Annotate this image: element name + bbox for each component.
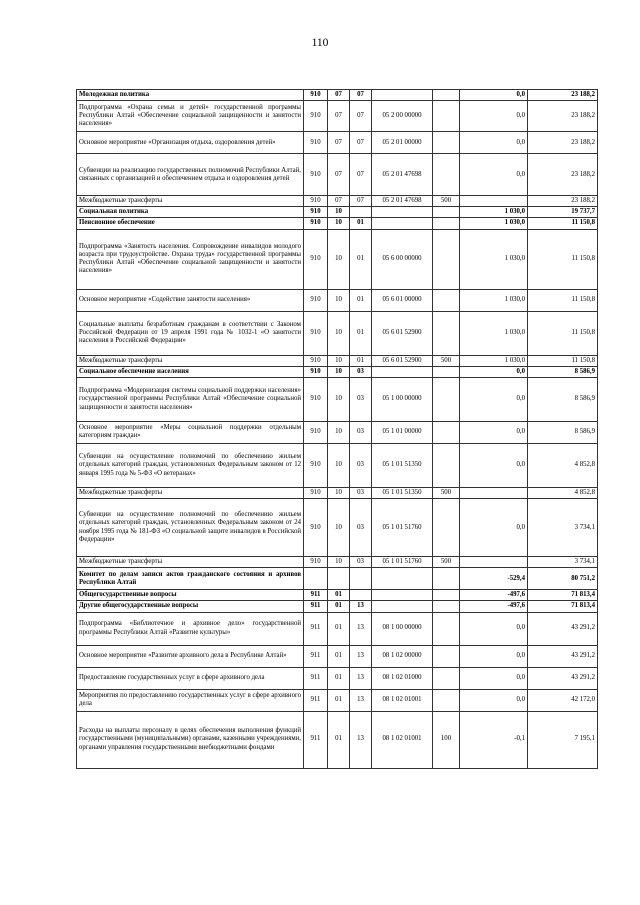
cell-expense-type: 500 — [433, 487, 460, 498]
cell-amount-total: 42 172,0 — [528, 689, 598, 711]
cell-amount-change: 0,0 — [460, 101, 528, 132]
cell-expense-type: 500 — [433, 355, 460, 366]
cell-section-code: 07 — [328, 90, 350, 101]
cell-amount-total: 3 734,1 — [528, 557, 598, 568]
cell-target-article: 05 6 00 00000 — [372, 229, 433, 289]
cell-section-code: 07 — [328, 196, 350, 207]
cell-subsection-code: 03 — [350, 557, 372, 568]
cell-target-article: 05 1 01 51760 — [372, 499, 433, 557]
cell-subsection-code: 03 — [350, 421, 372, 443]
cell-expense-type — [433, 207, 460, 218]
cell-amount-change: -497,6 — [460, 590, 528, 601]
cell-name: Межбюджетные трансферты — [77, 557, 304, 568]
table-row — [77, 154, 598, 196]
cell-section-code: 01 — [328, 601, 350, 612]
cell-ministry-code: 910 — [304, 311, 328, 355]
cell-ministry-code: 910 — [304, 377, 328, 421]
table-row — [77, 311, 598, 355]
cell-target-article: 08 1 02 01001 — [372, 689, 433, 711]
cell-target-article: 05 2 01 47698 — [372, 154, 433, 196]
cell-subsection-code: 03 — [350, 499, 372, 557]
cell-section-code: 01 — [328, 590, 350, 601]
cell-expense-type — [433, 289, 460, 311]
cell-name: Социальные выплаты безработным гражданам в соответствии с Законом Российской Федерации от 19 апреля 1991 года № 1032-1 «О занятости населения в Российской Федерации» — [77, 311, 304, 355]
cell-ministry-code: 910 — [304, 196, 328, 207]
cell-subsection-code: 07 — [350, 101, 372, 132]
cell-amount-change: 0,0 — [460, 443, 528, 487]
cell-amount-total: 23 188,2 — [528, 154, 598, 196]
cell-amount-change: 1 030,0 — [460, 207, 528, 218]
cell-ministry-code: 911 — [304, 601, 328, 612]
cell-target-article — [372, 207, 433, 218]
cell-name: Общегосударственные вопросы — [77, 590, 304, 601]
cell-name: Подпрограмма «Модернизация системы социальной поддержки населения» государственной программы Республики Алтай «Обеспечение социальной защищенности и занятости населения» — [77, 377, 304, 421]
cell-section-code: 10 — [328, 289, 350, 311]
cell-expense-type: 100 — [433, 711, 460, 768]
cell-name: Пенсионное обеспечение — [77, 218, 304, 229]
cell-amount-total: 7 195,1 — [528, 711, 598, 768]
cell-ministry-code: 910 — [304, 366, 328, 377]
cell-section-code: 01 — [328, 667, 350, 689]
cell-amount-total: 11 150,8 — [528, 218, 598, 229]
cell-amount-change: 0,0 — [460, 689, 528, 711]
cell-name: Субвенции на реализацию государственных полномочий Республики Алтай, связанных с организацией и обеспечением отдыха и оздоровления детей — [77, 154, 304, 196]
cell-amount-change: 0,0 — [460, 366, 528, 377]
table-body — [77, 90, 598, 769]
cell-target-article: 05 2 00 00000 — [372, 101, 433, 132]
cell-name: Подпрограмма «Библиотечное и архивное дело» государственной программы Республики Алтай «Развитие культуры» — [77, 612, 304, 645]
cell-subsection-code: 07 — [350, 196, 372, 207]
cell-amount-total: 4 852,8 — [528, 487, 598, 498]
cell-name: Основное мероприятие «Содействие занятости населения» — [77, 289, 304, 311]
cell-ministry-code: 910 — [304, 487, 328, 498]
cell-amount-total: 11 150,8 — [528, 311, 598, 355]
cell-subsection-code: 03 — [350, 443, 372, 487]
cell-expense-type — [433, 568, 460, 590]
cell-name: Социальное обеспечение населения — [77, 366, 304, 377]
cell-ministry-code: 910 — [304, 355, 328, 366]
cell-amount-change: 0,0 — [460, 667, 528, 689]
table-row — [77, 90, 598, 101]
table-row — [77, 499, 598, 557]
cell-ministry-code: 910 — [304, 207, 328, 218]
cell-target-article — [372, 366, 433, 377]
cell-expense-type — [433, 311, 460, 355]
cell-subsection-code — [350, 568, 372, 590]
cell-amount-change: 0,0 — [460, 90, 528, 101]
cell-target-article: 08 1 02 01000 — [372, 667, 433, 689]
cell-amount-total: 43 291,2 — [528, 612, 598, 645]
cell-expense-type — [433, 421, 460, 443]
cell-section-code: 01 — [328, 689, 350, 711]
cell-amount-total: 11 150,8 — [528, 229, 598, 289]
cell-name: Подпрограмма «Занятость населения. Сопровождение инвалидов молодого возраста при трудоустройстве. Охрана труда» государственной программы Республики Алтай «Обеспечение социальной защищенности и занятости населения» — [77, 229, 304, 289]
cell-amount-total: 80 751,2 — [528, 568, 598, 590]
cell-target-article: 05 1 01 51760 — [372, 557, 433, 568]
cell-section-code: 10 — [328, 207, 350, 218]
cell-expense-type — [433, 132, 460, 154]
cell-subsection-code: 03 — [350, 487, 372, 498]
cell-section-code: 01 — [328, 711, 350, 768]
cell-section-code: 10 — [328, 229, 350, 289]
cell-section-code: 10 — [328, 366, 350, 377]
cell-subsection-code: 13 — [350, 667, 372, 689]
cell-amount-total: 8 586,9 — [528, 421, 598, 443]
cell-target-article — [372, 568, 433, 590]
cell-ministry-code: 911 — [304, 612, 328, 645]
cell-subsection-code: 13 — [350, 711, 372, 768]
cell-name: Субвенции на осуществление полномочий по обеспечению жильем отдельных категорий граждан, установленных Федеральным законом от 12 января 1995 года № 5-ФЗ «О ветеранах» — [77, 443, 304, 487]
cell-target-article: 05 2 01 47698 — [372, 196, 433, 207]
cell-section-code: 10 — [328, 421, 350, 443]
cell-name: Предоставление государственных услуг в сфере архивного дела — [77, 667, 304, 689]
cell-section-code — [328, 568, 350, 590]
cell-amount-total: 71 813,4 — [528, 590, 598, 601]
cell-amount-total: 43 291,2 — [528, 645, 598, 667]
cell-amount-change: 1 030,0 — [460, 229, 528, 289]
cell-ministry-code: 911 — [304, 667, 328, 689]
cell-expense-type — [433, 590, 460, 601]
cell-section-code: 10 — [328, 557, 350, 568]
table-row — [77, 289, 598, 311]
cell-expense-type — [433, 229, 460, 289]
cell-ministry-code: 911 — [304, 590, 328, 601]
cell-ministry-code: 911 — [304, 645, 328, 667]
cell-ministry-code: 910 — [304, 421, 328, 443]
cell-subsection-code — [350, 590, 372, 601]
cell-target-article: 08 1 00 00000 — [372, 612, 433, 645]
cell-section-code: 07 — [328, 154, 350, 196]
cell-amount-total: 8 586,9 — [528, 377, 598, 421]
table-row — [77, 689, 598, 711]
cell-expense-type — [433, 90, 460, 101]
cell-ministry-code: 910 — [304, 557, 328, 568]
cell-ministry-code: 910 — [304, 499, 328, 557]
table-row — [77, 207, 598, 218]
cell-name: Мероприятия по предоставлению государственных услуг в сфере архивного дела — [77, 689, 304, 711]
cell-subsection-code: 01 — [350, 229, 372, 289]
cell-amount-change — [460, 196, 528, 207]
cell-amount-total: 23 188,2 — [528, 101, 598, 132]
cell-subsection-code: 03 — [350, 377, 372, 421]
cell-amount-total: 11 150,8 — [528, 289, 598, 311]
cell-expense-type — [433, 101, 460, 132]
cell-name: Социальная политика — [77, 207, 304, 218]
cell-subsection-code: 01 — [350, 311, 372, 355]
cell-section-code: 10 — [328, 218, 350, 229]
cell-amount-total: 71 813,4 — [528, 601, 598, 612]
cell-amount-total: 23 188,2 — [528, 90, 598, 101]
cell-subsection-code: 01 — [350, 355, 372, 366]
table-row — [77, 568, 598, 590]
cell-name: Комитет по делам записи актов гражданского состояния и архивов Республики Алтай — [77, 568, 304, 590]
cell-subsection-code: 13 — [350, 689, 372, 711]
cell-target-article: 08 1 02 01001 — [372, 711, 433, 768]
cell-target-article — [372, 90, 433, 101]
cell-expense-type — [433, 645, 460, 667]
cell-subsection-code: 13 — [350, 612, 372, 645]
table-row — [77, 366, 598, 377]
cell-amount-change: -0,1 — [460, 711, 528, 768]
cell-amount-change: 1 030,0 — [460, 289, 528, 311]
cell-section-code: 01 — [328, 645, 350, 667]
table-row — [77, 355, 598, 366]
table-row — [77, 229, 598, 289]
cell-ministry-code: 910 — [304, 90, 328, 101]
cell-subsection-code — [350, 207, 372, 218]
cell-subsection-code: 01 — [350, 289, 372, 311]
table-row — [77, 645, 598, 667]
cell-target-article: 05 1 01 51350 — [372, 443, 433, 487]
cell-subsection-code: 01 — [350, 218, 372, 229]
cell-target-article: 05 6 01 00000 — [372, 289, 433, 311]
table-row — [77, 557, 598, 568]
cell-subsection-code: 07 — [350, 154, 372, 196]
cell-ministry-code: 911 — [304, 689, 328, 711]
cell-amount-total: 23 188,2 — [528, 196, 598, 207]
cell-amount-change: 0,0 — [460, 132, 528, 154]
cell-amount-total: 19 737,7 — [528, 207, 598, 218]
cell-amount-change: 0,0 — [460, 377, 528, 421]
table-row — [77, 101, 598, 132]
cell-name: Субвенции на осуществление полномочий по обеспечению жильем отдельных категорий граждан, установленных Федеральным законом от 24 ноября 1995 года № 181-ФЗ «О социальной защите инвалидов в Российской Федерации» — [77, 499, 304, 557]
cell-subsection-code: 07 — [350, 132, 372, 154]
cell-subsection-code: 03 — [350, 366, 372, 377]
table-row — [77, 421, 598, 443]
cell-amount-change: 1 030,0 — [460, 355, 528, 366]
cell-amount-change: 0,0 — [460, 499, 528, 557]
cell-amount-change: 0,0 — [460, 421, 528, 443]
cell-target-article: 05 1 01 00000 — [372, 421, 433, 443]
cell-subsection-code: 13 — [350, 601, 372, 612]
cell-amount-change — [460, 557, 528, 568]
cell-section-code: 10 — [328, 355, 350, 366]
cell-expense-type — [433, 612, 460, 645]
cell-expense-type — [433, 443, 460, 487]
cell-section-code: 10 — [328, 499, 350, 557]
table-row — [77, 601, 598, 612]
cell-section-code: 10 — [328, 487, 350, 498]
cell-section-code: 01 — [328, 612, 350, 645]
table-row — [77, 590, 598, 601]
table-row — [77, 377, 598, 421]
cell-expense-type — [433, 667, 460, 689]
cell-name: Расходы на выплаты персоналу в целях обеспечения выполнения функций государственными (муниципальными) органами, казенными учреждениями, органами управления государственными внебюджетными фондами — [77, 711, 304, 768]
cell-ministry-code: 910 — [304, 154, 328, 196]
cell-ministry-code: 910 — [304, 229, 328, 289]
cell-expense-type — [433, 366, 460, 377]
cell-amount-total: 3 734,1 — [528, 499, 598, 557]
cell-name: Основное мероприятие «Развитие архивного дела в Республике Алтай» — [77, 645, 304, 667]
table-row — [77, 132, 598, 154]
cell-amount-change: -497,6 — [460, 601, 528, 612]
cell-amount-change — [460, 487, 528, 498]
cell-section-code: 07 — [328, 101, 350, 132]
cell-target-article: 05 6 01 52900 — [372, 311, 433, 355]
cell-name: Межбюджетные трансферты — [77, 355, 304, 366]
cell-target-article: 08 1 02 00000 — [372, 645, 433, 667]
cell-ministry-code: 910 — [304, 218, 328, 229]
budget-table — [76, 89, 598, 769]
cell-name: Межбюджетные трансферты — [77, 487, 304, 498]
cell-subsection-code: 13 — [350, 645, 372, 667]
cell-subsection-code: 07 — [350, 90, 372, 101]
cell-expense-type — [433, 499, 460, 557]
cell-section-code: 10 — [328, 311, 350, 355]
cell-amount-change: -529,4 — [460, 568, 528, 590]
cell-amount-change: 1 030,0 — [460, 218, 528, 229]
cell-name: Межбюджетные трансферты — [77, 196, 304, 207]
cell-ministry-code: 910 — [304, 289, 328, 311]
cell-section-code: 07 — [328, 132, 350, 154]
cell-ministry-code: 910 — [304, 101, 328, 132]
cell-target-article: 05 6 01 52900 — [372, 355, 433, 366]
cell-target-article — [372, 601, 433, 612]
page-number: 110 — [311, 37, 329, 49]
cell-target-article: 05 2 01 00000 — [372, 132, 433, 154]
cell-expense-type — [433, 218, 460, 229]
cell-target-article: 05 1 00 00000 — [372, 377, 433, 421]
cell-name: Молодежная политика — [77, 90, 304, 101]
cell-expense-type — [433, 154, 460, 196]
table-row — [77, 612, 598, 645]
cell-amount-change: 0,0 — [460, 612, 528, 645]
cell-amount-total: 23 188,2 — [528, 132, 598, 154]
cell-ministry-code: 910 — [304, 132, 328, 154]
cell-name: Другие общегосударственные вопросы — [77, 601, 304, 612]
cell-expense-type — [433, 377, 460, 421]
cell-expense-type: 500 — [433, 557, 460, 568]
cell-amount-change: 1 030,0 — [460, 311, 528, 355]
cell-amount-total: 43 291,2 — [528, 667, 598, 689]
table-row — [77, 711, 598, 768]
cell-ministry-code — [304, 568, 328, 590]
cell-ministry-code: 911 — [304, 711, 328, 768]
cell-ministry-code: 910 — [304, 443, 328, 487]
cell-name: Подпрограмма «Охрана семьи и детей» государственной программы Республики Алтай «Обеспечение социальной защищенности и занятости населения» — [77, 101, 304, 132]
cell-section-code: 10 — [328, 443, 350, 487]
cell-amount-total: 8 586,9 — [528, 366, 598, 377]
cell-amount-total: 11 150,8 — [528, 355, 598, 366]
cell-name: Основное мероприятие «Меры социальной поддержки отдельным категориям граждан» — [77, 421, 304, 443]
cell-expense-type: 500 — [433, 196, 460, 207]
cell-amount-change: 0,0 — [460, 645, 528, 667]
cell-expense-type — [433, 601, 460, 612]
cell-target-article — [372, 590, 433, 601]
cell-amount-total: 4 852,8 — [528, 443, 598, 487]
table-row — [77, 218, 598, 229]
cell-target-article: 05 1 01 51350 — [372, 487, 433, 498]
table-row — [77, 443, 598, 487]
cell-expense-type — [433, 689, 460, 711]
cell-target-article — [372, 218, 433, 229]
table-row — [77, 667, 598, 689]
cell-section-code: 10 — [328, 377, 350, 421]
cell-name: Основное мероприятие «Организация отдыха, оздоровления детей» — [77, 132, 304, 154]
table-row — [77, 196, 598, 207]
table-row — [77, 487, 598, 498]
cell-amount-change: 0,0 — [460, 154, 528, 196]
